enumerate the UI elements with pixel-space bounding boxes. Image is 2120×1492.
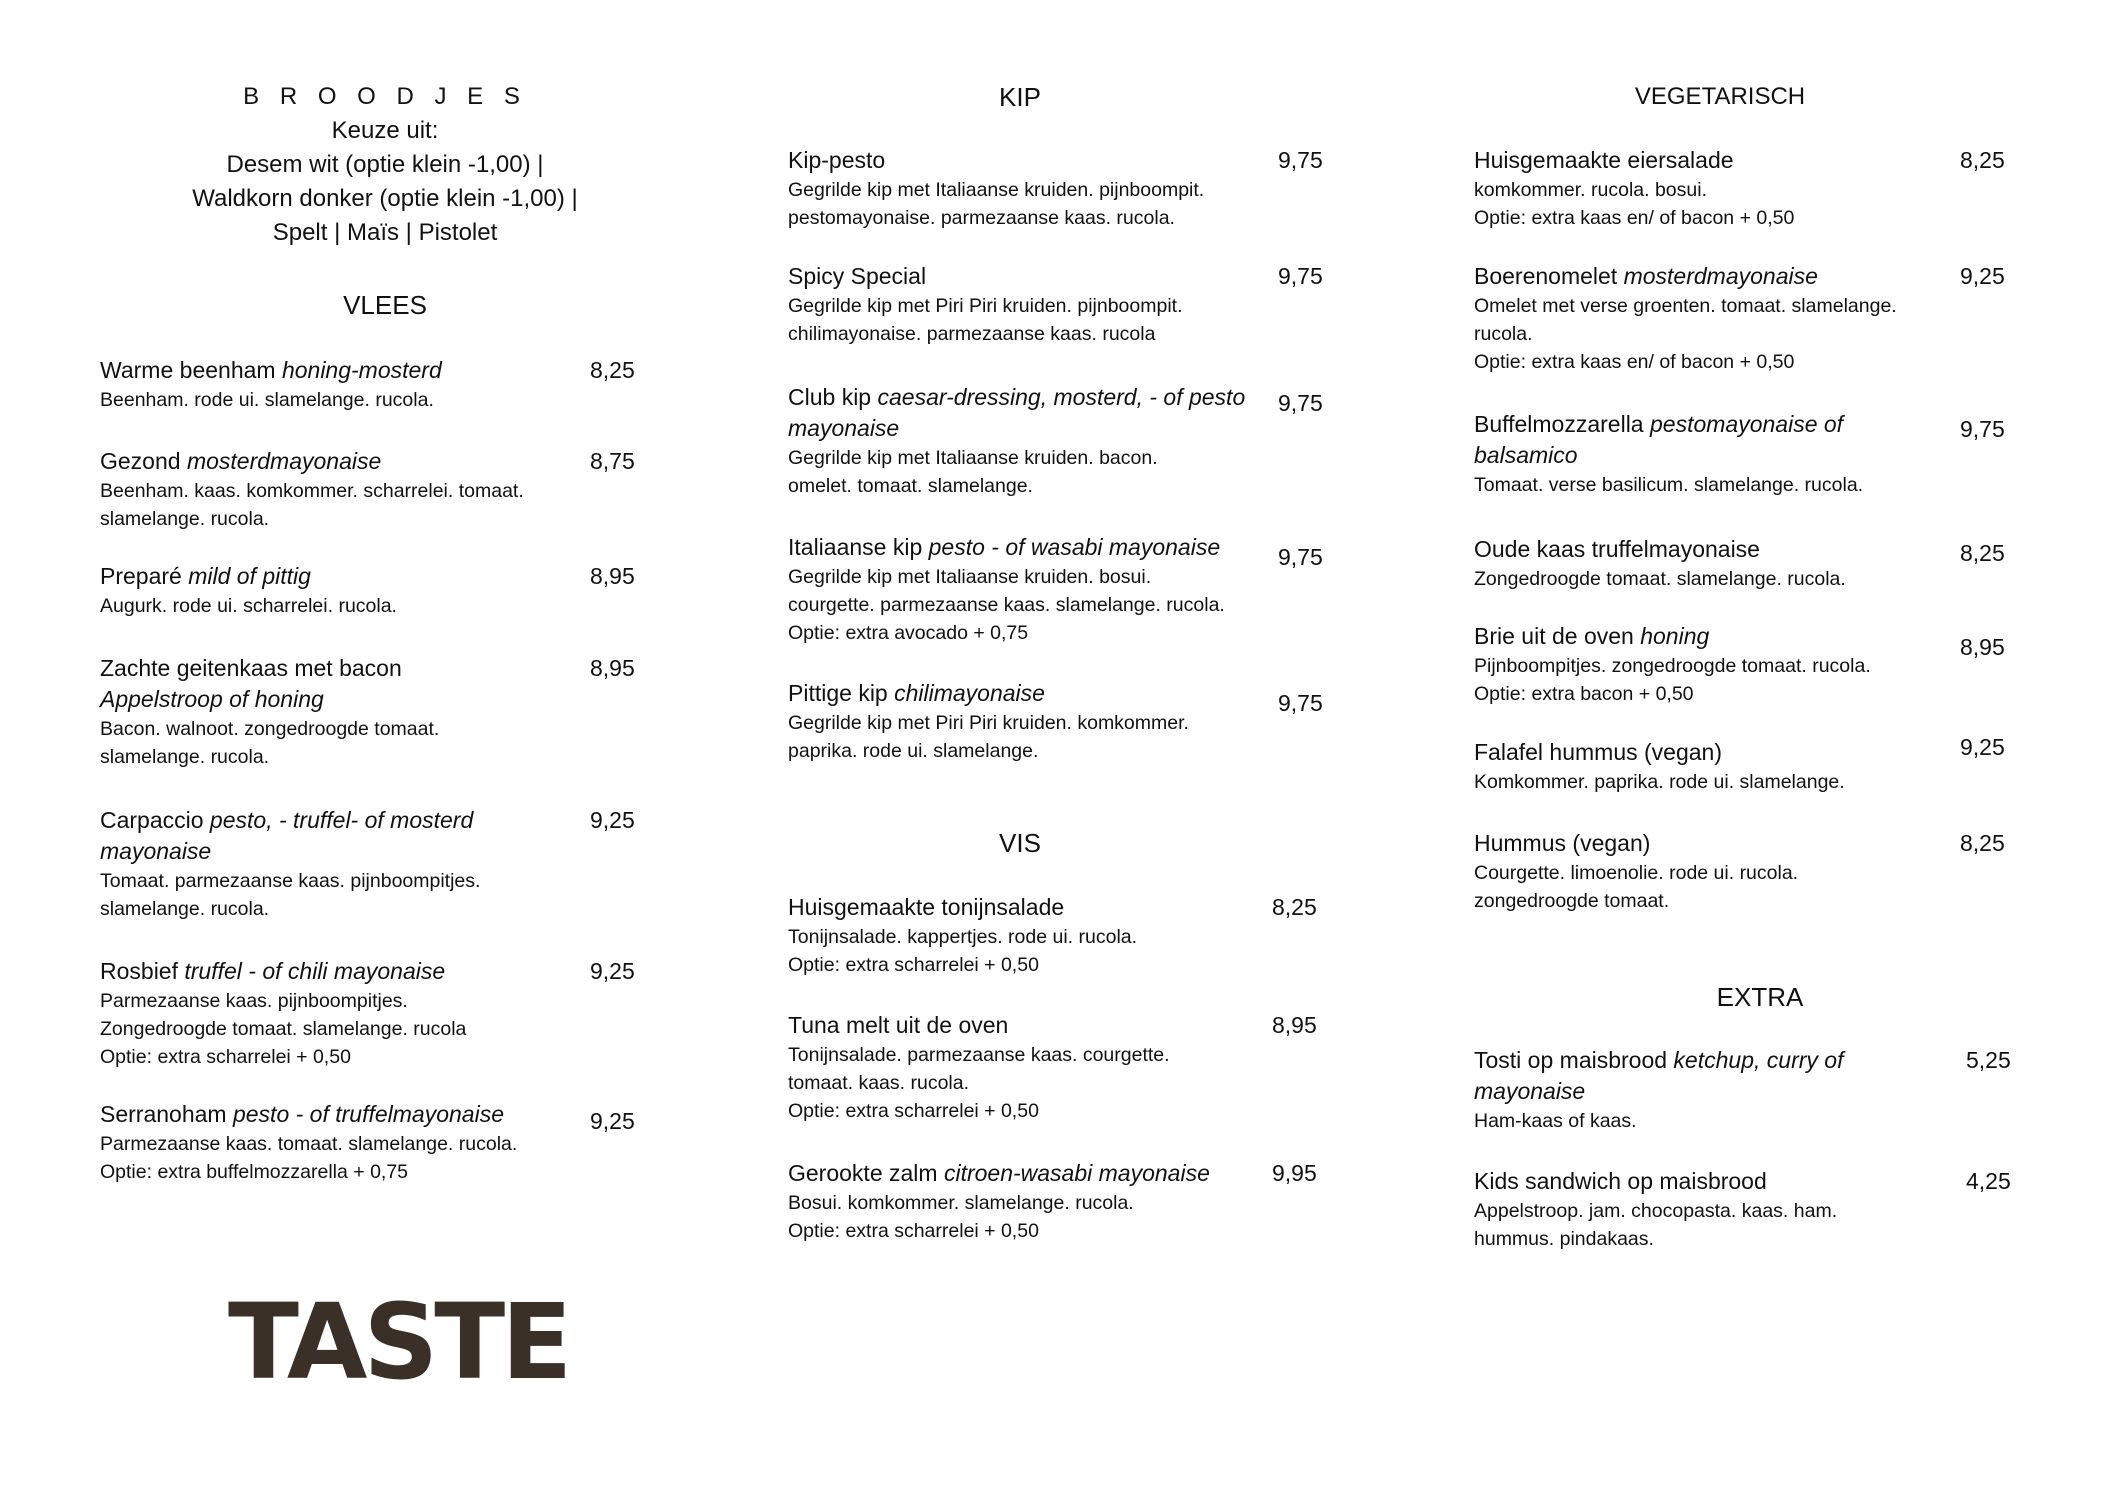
item-sauce: caesar-dressing, mosterd, - of pesto — [871, 384, 1246, 410]
item-description: Zongedroogde tomaat. slamelange. rucola. — [1474, 568, 1846, 590]
section-title-vis: VIS — [999, 828, 1041, 858]
item-name: Oude kaas — [1474, 536, 1586, 562]
menu-item — [100, 805, 620, 923]
section-title-extra: EXTRA — [1716, 982, 1804, 1012]
section-title-vegetarisch: VEGETARISCH — [1634, 83, 1806, 110]
item-sauce: mosterdmayonaise — [1617, 263, 1818, 289]
item-name-line — [1474, 534, 1954, 565]
item-sauce: pesto - of wasabi mayonaise — [922, 534, 1221, 560]
item-name: Club kip — [788, 384, 872, 410]
item-price: 9,25 — [590, 958, 635, 984]
item-name: Italiaanse kip — [788, 534, 923, 560]
item-price: 9,75 — [1278, 390, 1323, 416]
item-name: Pittige kip — [788, 680, 888, 706]
menu-item — [1474, 261, 1954, 376]
menu-item — [1474, 534, 1954, 593]
item-price: 8,95 — [590, 563, 635, 589]
menu-item — [100, 653, 620, 771]
item-name-line — [1474, 261, 1954, 292]
item-price: 9,25 — [1960, 263, 2005, 289]
item-name-line — [1474, 737, 1954, 768]
item-sauce: chilimayonaise — [887, 680, 1045, 706]
broodjes-line: Keuze uit: — [331, 117, 439, 144]
item-sauce-line — [1474, 440, 1954, 471]
item-description: Parmezaanse kaas. tomaat. slamelange. rucola. — [100, 1133, 518, 1155]
item-name-line — [1474, 145, 1954, 176]
item-description: slamelange. rucola. — [100, 508, 270, 530]
item-price: 8,25 — [1960, 830, 2005, 856]
menu-item — [788, 892, 1268, 979]
menu-item — [788, 678, 1268, 765]
menu-item — [100, 355, 620, 414]
item-sauce: mayonaise — [1474, 1078, 1586, 1104]
item-price: 8,25 — [1960, 540, 2005, 566]
item-description: slamelange. rucola. — [100, 898, 270, 920]
item-description: Optie: extra scharrelei + 0,50 — [788, 1220, 1039, 1242]
menu-item — [788, 382, 1268, 500]
menu-item — [1474, 737, 1954, 796]
item-description: Tomaat. parmezaanse kaas. pijnboompitjes. — [100, 870, 481, 892]
item-description: Beenham. kaas. komkommer. scharrelei. tomaat. — [100, 480, 524, 502]
item-sauce-line — [100, 836, 620, 867]
item-name: Kip-pesto — [788, 147, 886, 173]
item-description: tomaat. kaas. rucola. — [788, 1072, 970, 1094]
item-price: 8,25 — [1960, 147, 2005, 173]
item-sauce: mosterdmayonaise — [180, 448, 382, 474]
item-sauce: hummus (vegan) — [1543, 739, 1723, 765]
item-price: 8,95 — [590, 655, 635, 681]
item-sauce: Appelstroop of honing — [100, 686, 324, 712]
item-name-line — [788, 532, 1268, 563]
item-name-line — [788, 382, 1268, 413]
item-name-line — [788, 678, 1268, 709]
item-description: Komkommer. paprika. rode ui. slamelange. — [1474, 771, 1845, 793]
item-sauce: pesto, - truffel- of mosterd — [203, 807, 474, 833]
item-name-line — [100, 653, 620, 684]
item-price: 9,95 — [1272, 1160, 1317, 1186]
item-name: Gezond — [100, 448, 181, 474]
item-description: Optie: extra kaas en/ of bacon + 0,50 — [1474, 351, 1795, 373]
item-price: 8,25 — [590, 357, 635, 383]
item-name-line — [1474, 409, 1954, 440]
menu-item — [1474, 1045, 1944, 1135]
item-sauce: truffelmayonaise — [1585, 536, 1760, 562]
item-price: 9,75 — [1960, 416, 2005, 442]
item-price: 4,25 — [1966, 1168, 2011, 1194]
item-description: omelet. tomaat. slamelange. — [788, 475, 1033, 497]
item-name-line — [1474, 828, 1954, 859]
item-price: 8,95 — [1960, 634, 2005, 660]
item-description: Optie: extra avocado + 0,75 — [788, 622, 1029, 644]
item-name: Kids sandwich op maisbrood — [1474, 1168, 1767, 1194]
item-sauce: mayonaise — [100, 838, 212, 864]
item-description: paprika. rode ui. slamelange. — [788, 740, 1039, 762]
item-description: Appelstroop. jam. chocopasta. kaas. ham. — [1474, 1200, 1838, 1222]
item-description: Optie: extra bacon + 0,50 — [1474, 683, 1694, 705]
item-name-line — [788, 145, 1268, 176]
item-price: 5,25 — [1966, 1047, 2011, 1073]
item-price: 9,25 — [590, 807, 635, 833]
broodjes-title: B R O O D J E S — [243, 83, 527, 110]
menu-item — [788, 1010, 1268, 1125]
menu-item — [788, 532, 1268, 647]
item-name-line — [788, 261, 1268, 292]
item-name-line — [788, 1010, 1268, 1041]
item-description: Pijnboompitjes. zongedroogde tomaat. rucola. — [1474, 655, 1871, 677]
item-name: Tuna melt uit de oven — [788, 1012, 1009, 1038]
item-price: 9,25 — [1960, 734, 2005, 760]
item-description: Omelet met verse groenten. tomaat. slamelange. — [1474, 295, 1897, 317]
item-name-line — [100, 355, 620, 386]
item-description: Courgette. limoenolie. rode ui. rucola. — [1474, 862, 1799, 884]
menu-item — [100, 956, 620, 1071]
broodjes-line: Desem wit (optie klein -1,00) | — [226, 151, 544, 178]
item-name: Hummus — [1474, 830, 1567, 856]
item-description: Zongedroogde tomaat. slamelange. rucola — [100, 1018, 467, 1040]
item-name: Rosbief — [100, 958, 178, 984]
item-sauce: (vegan) — [1566, 830, 1651, 856]
item-name: Preparé — [100, 563, 182, 589]
item-name-line — [100, 561, 620, 592]
item-sauce: citroen-wasabi mayonaise — [937, 1160, 1210, 1186]
item-description: Tonijnsalade. kappertjes. rode ui. rucola. — [788, 926, 1138, 948]
item-description: Optie: extra scharrelei + 0,50 — [788, 1100, 1039, 1122]
item-description: Gegrilde kip met Piri Piri kruiden. komkommer. — [788, 712, 1189, 734]
item-description: komkommer. rucola. bosui. — [1474, 179, 1708, 201]
menu-item — [788, 1158, 1268, 1245]
item-description: Optie: extra buffelmozzarella + 0,75 — [100, 1161, 409, 1183]
menu-item — [100, 561, 620, 620]
item-name: Brie uit de oven — [1474, 623, 1634, 649]
item-description: rucola. — [1474, 323, 1533, 345]
item-price: 8,25 — [1272, 894, 1317, 920]
broodjes-line: Waldkorn donker (optie klein -1,00) | — [192, 185, 578, 212]
item-description: Gegrilde kip met Italiaanse kruiden. bacon. — [788, 447, 1158, 469]
item-sauce-line — [1474, 1076, 1944, 1107]
item-description: courgette. parmezaanse kaas. slamelange. rucola. — [788, 594, 1225, 616]
item-name: Huisgemaakte tonijnsalade — [788, 894, 1065, 920]
menu-item — [1474, 145, 1954, 232]
item-sauce: honing-mosterd — [275, 357, 442, 383]
item-name-line — [1474, 1045, 1944, 1076]
item-description: Ham-kaas of kaas. — [1474, 1110, 1637, 1132]
menu-item — [100, 1099, 620, 1186]
item-description: Gegrilde kip met Piri Piri kruiden. pijnboompit. — [788, 295, 1183, 317]
item-sauce: mild of pittig — [181, 563, 311, 589]
item-description: slamelange. rucola. — [100, 746, 270, 768]
item-description: Augurk. rode ui. scharrelei. rucola. — [100, 595, 397, 617]
menu-item — [1474, 621, 1954, 708]
item-description: pestomayonaise. parmezaanse kaas. rucola. — [788, 207, 1175, 229]
item-name: Spicy Special — [788, 263, 927, 289]
item-name: Falafel — [1474, 739, 1544, 765]
item-sauce: honing — [1633, 623, 1710, 649]
menu-item — [788, 261, 1268, 348]
item-price: 9,75 — [1278, 263, 1323, 289]
item-sauce-line — [788, 413, 1268, 444]
item-description: hummus. pindakaas. — [1474, 1228, 1654, 1250]
item-name: Warme beenham — [100, 357, 276, 383]
item-description: Optie: extra scharrelei + 0,50 — [100, 1046, 351, 1068]
item-sauce-line — [100, 684, 620, 715]
item-name-line — [100, 446, 620, 477]
item-description: Tonijnsalade. parmezaanse kaas. courgette. — [788, 1044, 1170, 1066]
item-price: 9,75 — [1278, 544, 1323, 570]
item-price: 8,75 — [590, 448, 635, 474]
section-title-vlees: VLEES — [343, 290, 427, 320]
item-sauce: truffel - of chili mayonaise — [177, 958, 446, 984]
item-description: Optie: extra scharrelei + 0,50 — [788, 954, 1039, 976]
item-sauce: pestomayonaise of — [1643, 411, 1844, 437]
item-name: Gerookte zalm — [788, 1160, 938, 1186]
item-description: Optie: extra kaas en/ of bacon + 0,50 — [1474, 207, 1795, 229]
item-price: 9,25 — [590, 1108, 635, 1134]
menu-item — [1474, 409, 1954, 499]
item-name-line — [788, 892, 1268, 923]
item-description: Bacon. walnoot. zongedroogde tomaat. — [100, 718, 440, 740]
item-description: Bosui. komkommer. slamelange. rucola. — [788, 1192, 1134, 1214]
menu-item — [1474, 828, 1954, 915]
item-description: Tomaat. verse basilicum. slamelange. rucola. — [1474, 474, 1864, 496]
item-name: Zachte geitenkaas met bacon — [100, 655, 402, 681]
item-description: chilimayonaise. parmezaanse kaas. rucola — [788, 323, 1156, 345]
item-description: Gegrilde kip met Italiaanse kruiden. bosui. — [788, 566, 1152, 588]
item-name-line — [1474, 1166, 1944, 1197]
item-sauce: balsamico — [1474, 442, 1578, 468]
item-sauce: pesto - of truffelmayonaise — [226, 1101, 504, 1127]
item-description: Parmezaanse kaas. pijnboompitjes. — [100, 990, 408, 1012]
item-name: Carpaccio — [100, 807, 204, 833]
broodjes-heading — [100, 80, 670, 250]
item-name-line — [100, 1099, 620, 1130]
item-price: 8,95 — [1272, 1012, 1317, 1038]
item-name-line — [100, 956, 620, 987]
item-description: Beenham. rode ui. slamelange. rucola. — [100, 389, 434, 411]
item-name-line — [1474, 621, 1954, 652]
item-name: Buffelmozzarella — [1474, 411, 1644, 437]
item-name: Huisgemaakte eiersalade — [1474, 147, 1734, 173]
item-name: Boerenomelet — [1474, 263, 1618, 289]
item-description: Gegrilde kip met Italiaanse kruiden. pijnboompit. — [788, 179, 1205, 201]
menu-item — [788, 145, 1268, 232]
item-price: 9,75 — [1278, 690, 1323, 716]
menu-item — [1474, 1166, 1944, 1253]
item-name-line — [100, 805, 620, 836]
broodjes-line: Spelt | Maïs | Pistolet — [272, 219, 498, 246]
menu-item — [100, 446, 620, 533]
item-price: 9,75 — [1278, 147, 1323, 173]
taste-logo: TASTE — [228, 1281, 569, 1403]
section-title-kip: KIP — [999, 82, 1041, 112]
item-name-line — [788, 1158, 1268, 1189]
item-name: Tosti op maisbrood — [1474, 1047, 1668, 1073]
item-sauce: mayonaise — [788, 415, 900, 441]
item-name: Serranoham — [100, 1101, 227, 1127]
item-sauce: ketchup, curry of — [1667, 1047, 1844, 1073]
item-description: zongedroogde tomaat. — [1474, 890, 1670, 912]
